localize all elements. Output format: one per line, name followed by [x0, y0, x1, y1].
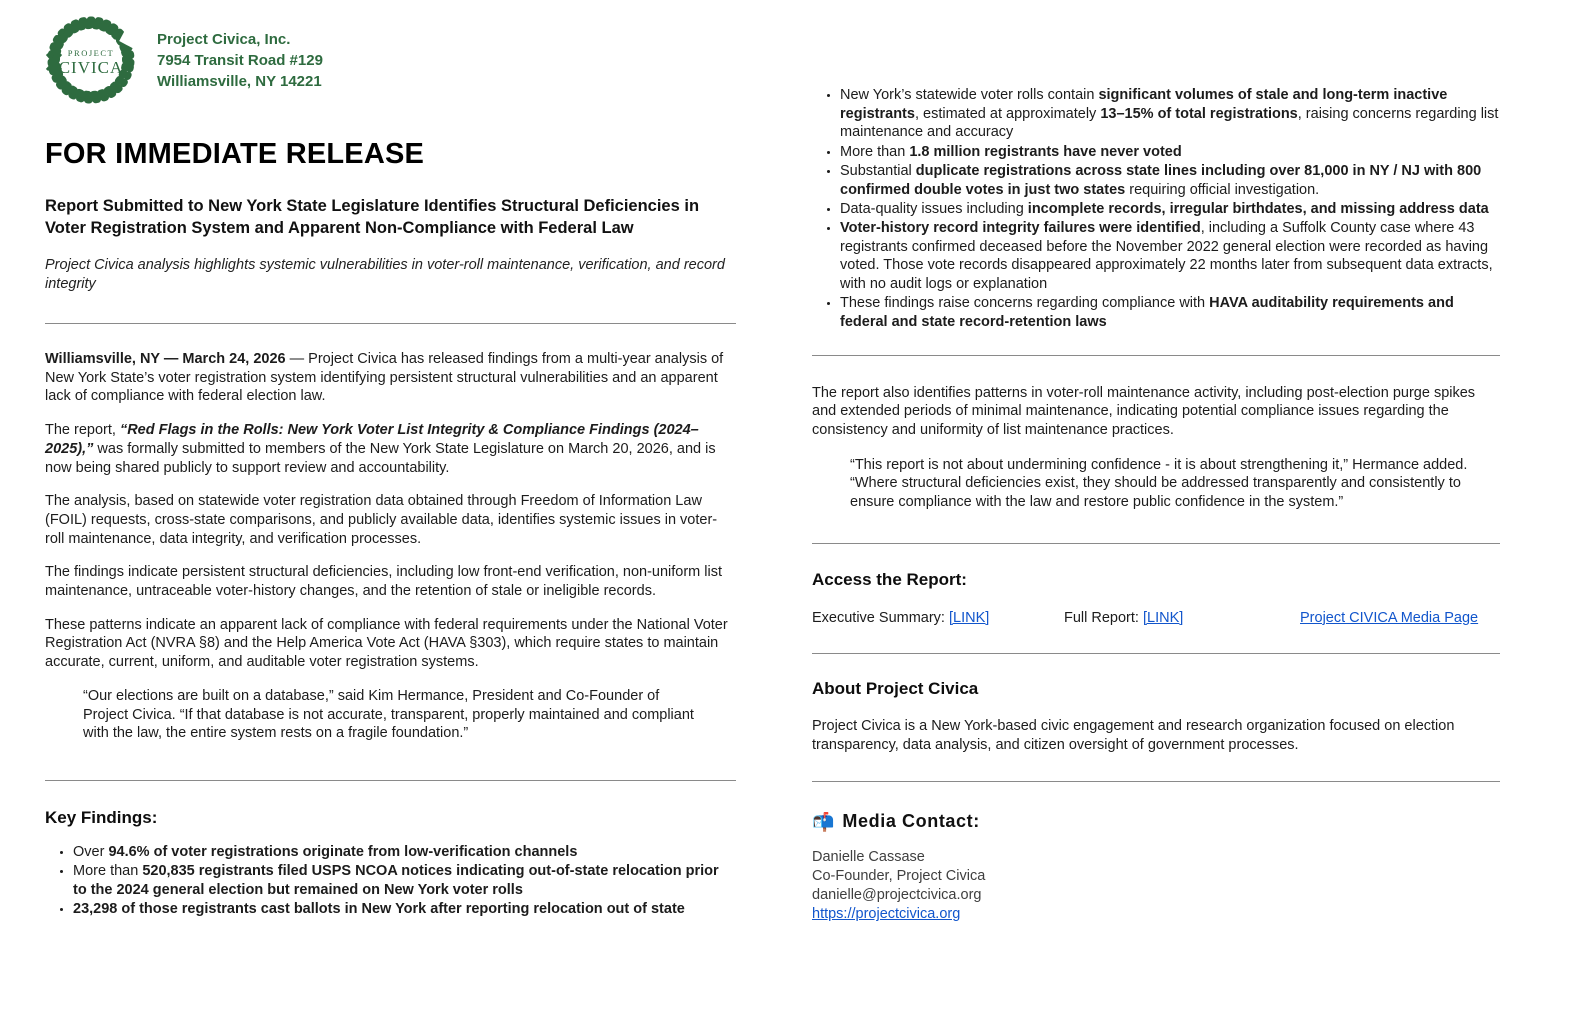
text-segment: 1.8 million registrants have never voted — [909, 143, 1182, 160]
list-item — [73, 843, 736, 862]
maintenance-patterns-paragraph — [812, 384, 1500, 440]
media-contact-block — [812, 848, 1500, 924]
text-segment: Williamsville, NY — March 24, 2026 — [45, 351, 286, 367]
hermance-quote-2 — [812, 456, 1500, 512]
text-segment: duplicate registrations across state lines including over 81,000 in NY / NJ with 800 confirmed double votes in just two states — [840, 162, 1482, 198]
list-item — [840, 143, 1500, 162]
text-segment: The report, — [45, 422, 120, 439]
org-city: Williamsville, NY 14221 — [157, 72, 322, 90]
text-segment: “This report is not about undermining confidence - it is about strengthening it,” Hermance added. “Where structural deficiencies exist, they should be addressed transparently and consistently to ensure compliance with the law and restore public confidence in the system.” — [850, 456, 1468, 511]
text-segment: — Project Civica has released findings from a multi-year analysis of New York State’s voter registration system identifying persistent structural vulnerabilities and an apparent lack of compliance with federal election law. — [45, 351, 724, 405]
key-findings-list — [45, 843, 736, 919]
text-segment: Substantial — [840, 162, 916, 179]
text-segment: HAVA auditability requirements and federal and state record-retention laws — [840, 295, 1454, 330]
list-item — [73, 900, 736, 919]
executive-summary-label: Executive Summary: — [812, 609, 949, 626]
text-segment: Voter-history record integrity failures were identified — [840, 219, 1201, 236]
text-segment: requiring official investigation. — [1125, 181, 1320, 198]
right-column — [812, 86, 1500, 924]
divider — [812, 543, 1500, 544]
logo-text-civica: CIVICA — [58, 58, 124, 77]
findings-paragraph — [45, 563, 736, 600]
full-report-item — [1064, 610, 1300, 626]
media-page-link[interactable]: Project CIVICA Media Page — [1300, 609, 1479, 626]
org-street: 7954 Transit Road #129 — [157, 51, 323, 69]
mailbox-icon: 📬 — [812, 811, 835, 832]
letterhead-address — [157, 29, 323, 92]
key-findings-title: Key Findings: — [45, 807, 158, 827]
text-segment: , including a Suffolk County case where 43 registrants confirmed deceased before the November 2022 general election were recorded as having voted. Those vote records disappeared approximately 22 months later from subsequent data extracts, with no audit logs or explanation — [840, 219, 1493, 293]
contact-role: Co-Founder, Project Civica — [812, 868, 986, 885]
key-findings-list-continued — [812, 86, 1500, 332]
text-segment: These patterns indicate an apparent lack of compliance with federal requirements under the National Voter Registration Act (NVRA §8) and the Help America Vote Act (HAVA §303), which require states to maintain accurate, current, uniform, and auditable voter registration systems. — [45, 616, 728, 671]
text-segment: was formally submitted to members of the New York State Legislature on March 20, 2026, and is now being shared publicly to support review and accountability. — [45, 440, 716, 476]
access-report-title: Access the Report: — [812, 569, 967, 589]
text-segment: More than — [840, 143, 910, 160]
media-contact-title: Media Contact: — [842, 811, 980, 832]
text-segment: New York’s statewide voter rolls contain — [840, 87, 1099, 103]
executive-summary-item — [812, 610, 1064, 626]
list-item — [73, 862, 736, 899]
divider — [812, 781, 1500, 782]
headline: Report Submitted to New York State Legislature Identifies Structural Deficiencies in Voter Registration System and Apparent Non-Compliance with Federal Law — [45, 197, 700, 237]
letterhead — [45, 14, 736, 106]
divider — [45, 323, 736, 324]
logo-text-project: PROJECT — [67, 48, 115, 58]
text-segment: The report also identifies patterns in voter-roll maintenance activity, including post-election purge spikes and extended periods of minimal maintenance, indicating potential compliance issues regarding the consistency and uniformity of list maintenance practices. — [812, 384, 1476, 439]
full-report-link[interactable]: [LINK] — [1142, 609, 1184, 626]
about-paragraph: Project Civica is a New York-based civic engagement and research organization focused on election transparency, data analysis, and citizen oversight of government processes. — [812, 717, 1455, 753]
wreath-logo-icon — [45, 14, 137, 106]
text-segment: “Red Flags in the Rolls: New York Voter List Integrity & Compliance Findings (2024–2025),” — [45, 422, 699, 457]
compliance-paragraph — [45, 616, 736, 672]
text-segment: These findings raise concerns regarding compliance with — [840, 295, 1210, 312]
divider — [45, 780, 736, 781]
media-contact-header — [812, 811, 1500, 832]
text-segment: , estimated at approximately — [914, 105, 1101, 122]
contact-name: Danielle Cassase — [812, 849, 925, 866]
org-name: Project Civica, Inc. — [157, 30, 291, 48]
contact-email: danielle@projectcivica.org — [812, 887, 982, 904]
text-segment: The analysis, based on statewide voter registration data obtained through Freedom of Information Law (FOIL) requests, cross-state comparisons, and publicly available data, identifies systemic issues in voter-roll maintenance, data integrity, and verification processes. — [45, 493, 718, 547]
text-segment: 23,298 of those registrants cast ballots in New York after reporting relocation out of state — [73, 901, 685, 918]
text-segment: Over — [73, 843, 109, 860]
left-column — [45, 14, 736, 919]
list-item — [840, 162, 1500, 199]
text-segment: 94.6% of voter registrations originate from low-verification channels — [108, 843, 578, 860]
text-segment: incomplete records, irregular birthdates, and missing address data — [1027, 200, 1489, 217]
contact-website-link[interactable]: https://projectcivica.org — [812, 906, 961, 923]
text-segment: More than — [73, 863, 143, 880]
list-item — [840, 86, 1500, 142]
text-segment: 13–15% of total registrations — [1100, 105, 1298, 122]
dateline-paragraph — [45, 350, 736, 406]
text-segment: , raising concerns regarding list maintenance and accuracy — [840, 105, 1499, 141]
about-title: About Project Civica — [812, 678, 979, 698]
report-title-paragraph — [45, 421, 736, 477]
hermance-quote — [45, 687, 736, 743]
text-segment: Data-quality issues including — [840, 200, 1028, 217]
list-item — [840, 200, 1500, 219]
text-segment: The findings indicate persistent structural deficiencies, including low front-end verification, non-uniform list maintenance, untraceable voter-history changes, and the retention of stale or ineligible records. — [45, 564, 722, 600]
divider — [812, 355, 1500, 356]
for-immediate-release-title: FOR IMMEDIATE RELEASE — [45, 138, 425, 170]
subheadline: Project Civica analysis highlights systemic vulnerabilities in voter-roll maintenance, verification, and record integrity — [45, 257, 725, 292]
text-segment: significant volumes of stale and long-term inactive registrants — [840, 87, 1448, 122]
access-links-row — [812, 610, 1500, 626]
list-item — [840, 219, 1500, 294]
executive-summary-link[interactable]: [LINK] — [949, 609, 990, 626]
text-segment: “Our elections are built on a database,” said Kim Hermance, President and Co-Founder of Project Civica. “If that database is not accurate, transparent, properly maintained and compliant with the law, the entire system rests on a fragile foundation.” — [83, 687, 694, 742]
list-item — [840, 294, 1500, 331]
media-page-item — [1300, 610, 1500, 626]
divider — [812, 653, 1500, 654]
full-report-label: Full Report: — [1064, 609, 1143, 626]
text-segment: 520,835 registrants filed USPS NCOA notices indicating out-of-state relocation prior to the 2024 general election but remained on New York voter rolls — [73, 863, 719, 898]
analysis-paragraph — [45, 492, 736, 548]
